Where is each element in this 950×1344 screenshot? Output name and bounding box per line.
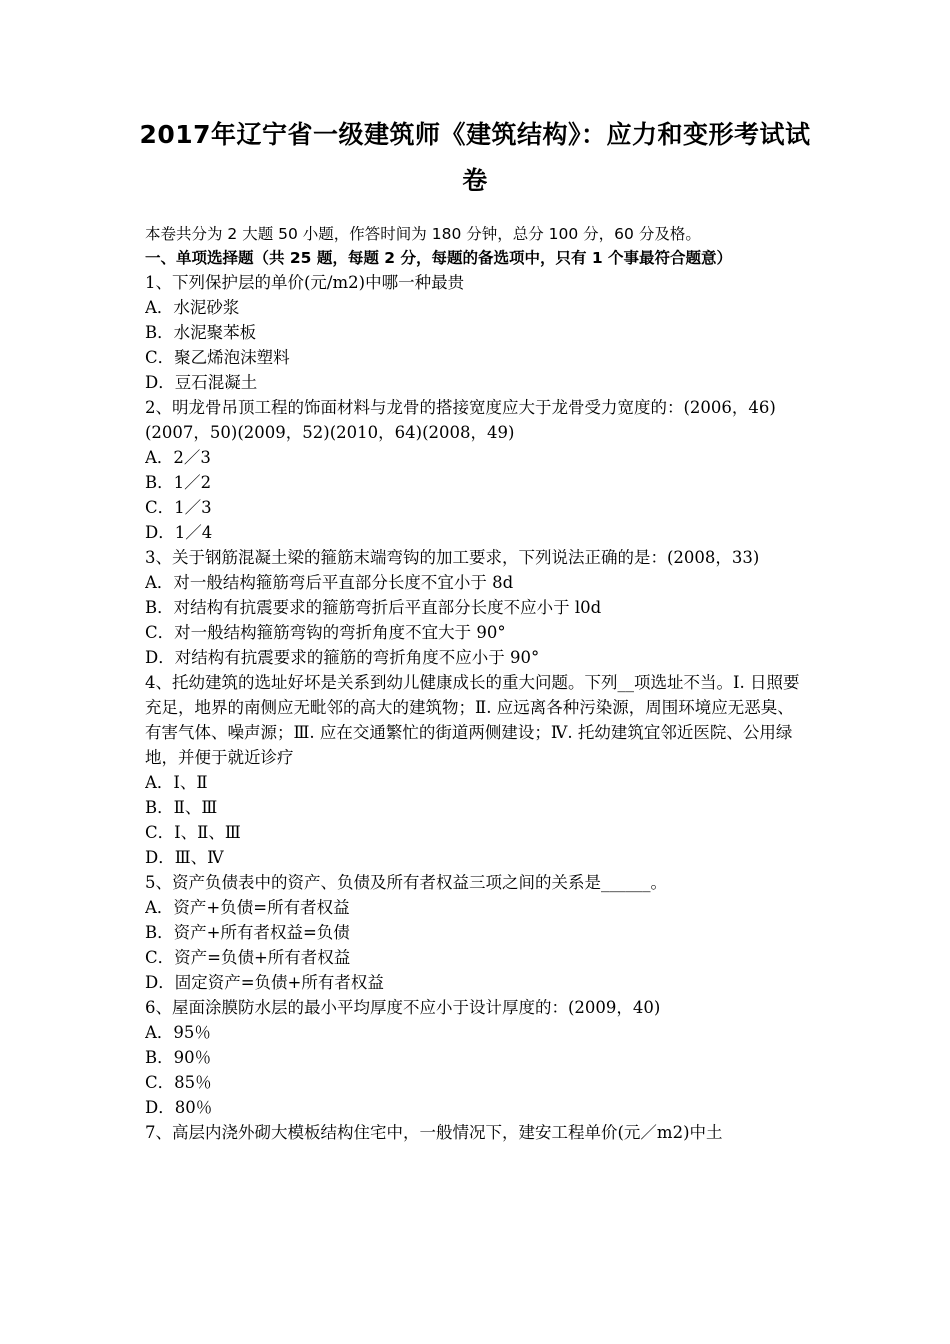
answer-option: C．聚乙烯泡沫塑料 bbox=[145, 348, 290, 367]
question bbox=[145, 270, 807, 395]
answer-option: A．水泥砂浆 bbox=[145, 298, 240, 317]
question-stem: 1、下列保护层的单价(元/m2)中哪一种最贵 bbox=[145, 273, 465, 292]
question-stem: 7、高层内浇外砌大模板结构住宅中，一般情况下，建安工程单价(元／m2)中土 bbox=[145, 1123, 723, 1142]
question-stem: 4、托幼建筑的选址好坏是关系到幼儿健康成长的重大问题。下列__项选址不当。Ⅰ. 日照要充足，地界的南侧应无毗邻的高大的建筑物；Ⅱ. 应远离各种污染源，周围环境应无恶臭、有害气体、噪声源；Ⅲ. 应在交通繁忙的街道两侧建设；Ⅳ. 托幼建筑宜邻近医院、公用绿地，并便于就近诊疗 bbox=[145, 673, 800, 767]
answer-option: A．95％ bbox=[145, 1023, 211, 1042]
answer-option: A．资产+负债=所有者权益 bbox=[145, 898, 350, 917]
answer-option: C．资产=负债+所有者权益 bbox=[145, 948, 351, 967]
section-heading: 一、单项选择题（共 25 题，每题 2 分，每题的备选项中，只有 1 个事最符合题意） bbox=[145, 249, 733, 267]
answer-option: B．90％ bbox=[145, 1048, 212, 1067]
question bbox=[145, 395, 807, 545]
answer-option: D．Ⅲ、Ⅳ bbox=[145, 848, 224, 867]
answer-option: A．Ⅰ、Ⅱ bbox=[145, 773, 208, 792]
answer-option: B．Ⅱ、Ⅲ bbox=[145, 798, 218, 817]
question-stem: 2、明龙骨吊顶工程的饰面材料与龙骨的搭接宽度应大于龙骨受力宽度的：(2006，46)(2007，50)(2009，52)(2010，64)(2008，49) bbox=[145, 398, 776, 442]
question bbox=[145, 995, 807, 1120]
question bbox=[145, 870, 807, 995]
answer-option: D．豆石混凝土 bbox=[145, 373, 258, 392]
answer-option: D．固定资产=负债+所有者权益 bbox=[145, 973, 384, 992]
question-stem: 6、屋面涂膜防水层的最小平均厚度不应小于设计厚度的：(2009，40) bbox=[145, 998, 661, 1017]
question bbox=[145, 670, 807, 870]
answer-option: A．2／3 bbox=[145, 448, 211, 467]
answer-option: D．对结构有抗震要求的箍筋的弯折角度不应小于 90° bbox=[145, 648, 540, 667]
answer-option: C．85％ bbox=[145, 1073, 212, 1092]
answer-option: B．1／2 bbox=[145, 473, 212, 492]
answer-option: C．对一般结构箍筋弯钩的弯折角度不宜大于 90° bbox=[145, 623, 506, 642]
question bbox=[145, 1120, 807, 1145]
question bbox=[145, 545, 807, 670]
answer-option: B．水泥聚苯板 bbox=[145, 323, 257, 342]
question-stem: 3、关于钢筋混凝土梁的箍筋末端弯钩的加工要求，下列说法正确的是：(2008，33) bbox=[145, 548, 760, 567]
answer-option: A．对一般结构箍筋弯后平直部分长度不宜小于 8d bbox=[145, 573, 514, 592]
answer-option: B．对结构有抗震要求的箍筋弯折后平直部分长度不应小于 l0d bbox=[145, 598, 602, 617]
answer-option: C．Ⅰ、Ⅱ、Ⅲ bbox=[145, 823, 241, 842]
document-body bbox=[145, 222, 807, 1145]
answer-option: B．资产+所有者权益=负债 bbox=[145, 923, 350, 942]
document-title: 2017年辽宁省一级建筑师《建筑结构》：应力和变形考试试卷 bbox=[139, 120, 811, 195]
exam-intro: 本卷共分为 2 大题 50 小题，作答时间为 180 分钟，总分 100 分，60 分及格。 bbox=[145, 225, 701, 243]
question-stem: 5、资产负债表中的资产、负债及所有者权益三项之间的关系是______。 bbox=[145, 873, 667, 892]
answer-option: C．1／3 bbox=[145, 498, 212, 517]
answer-option: D．1／4 bbox=[145, 523, 213, 542]
answer-option: D．80％ bbox=[145, 1098, 213, 1117]
